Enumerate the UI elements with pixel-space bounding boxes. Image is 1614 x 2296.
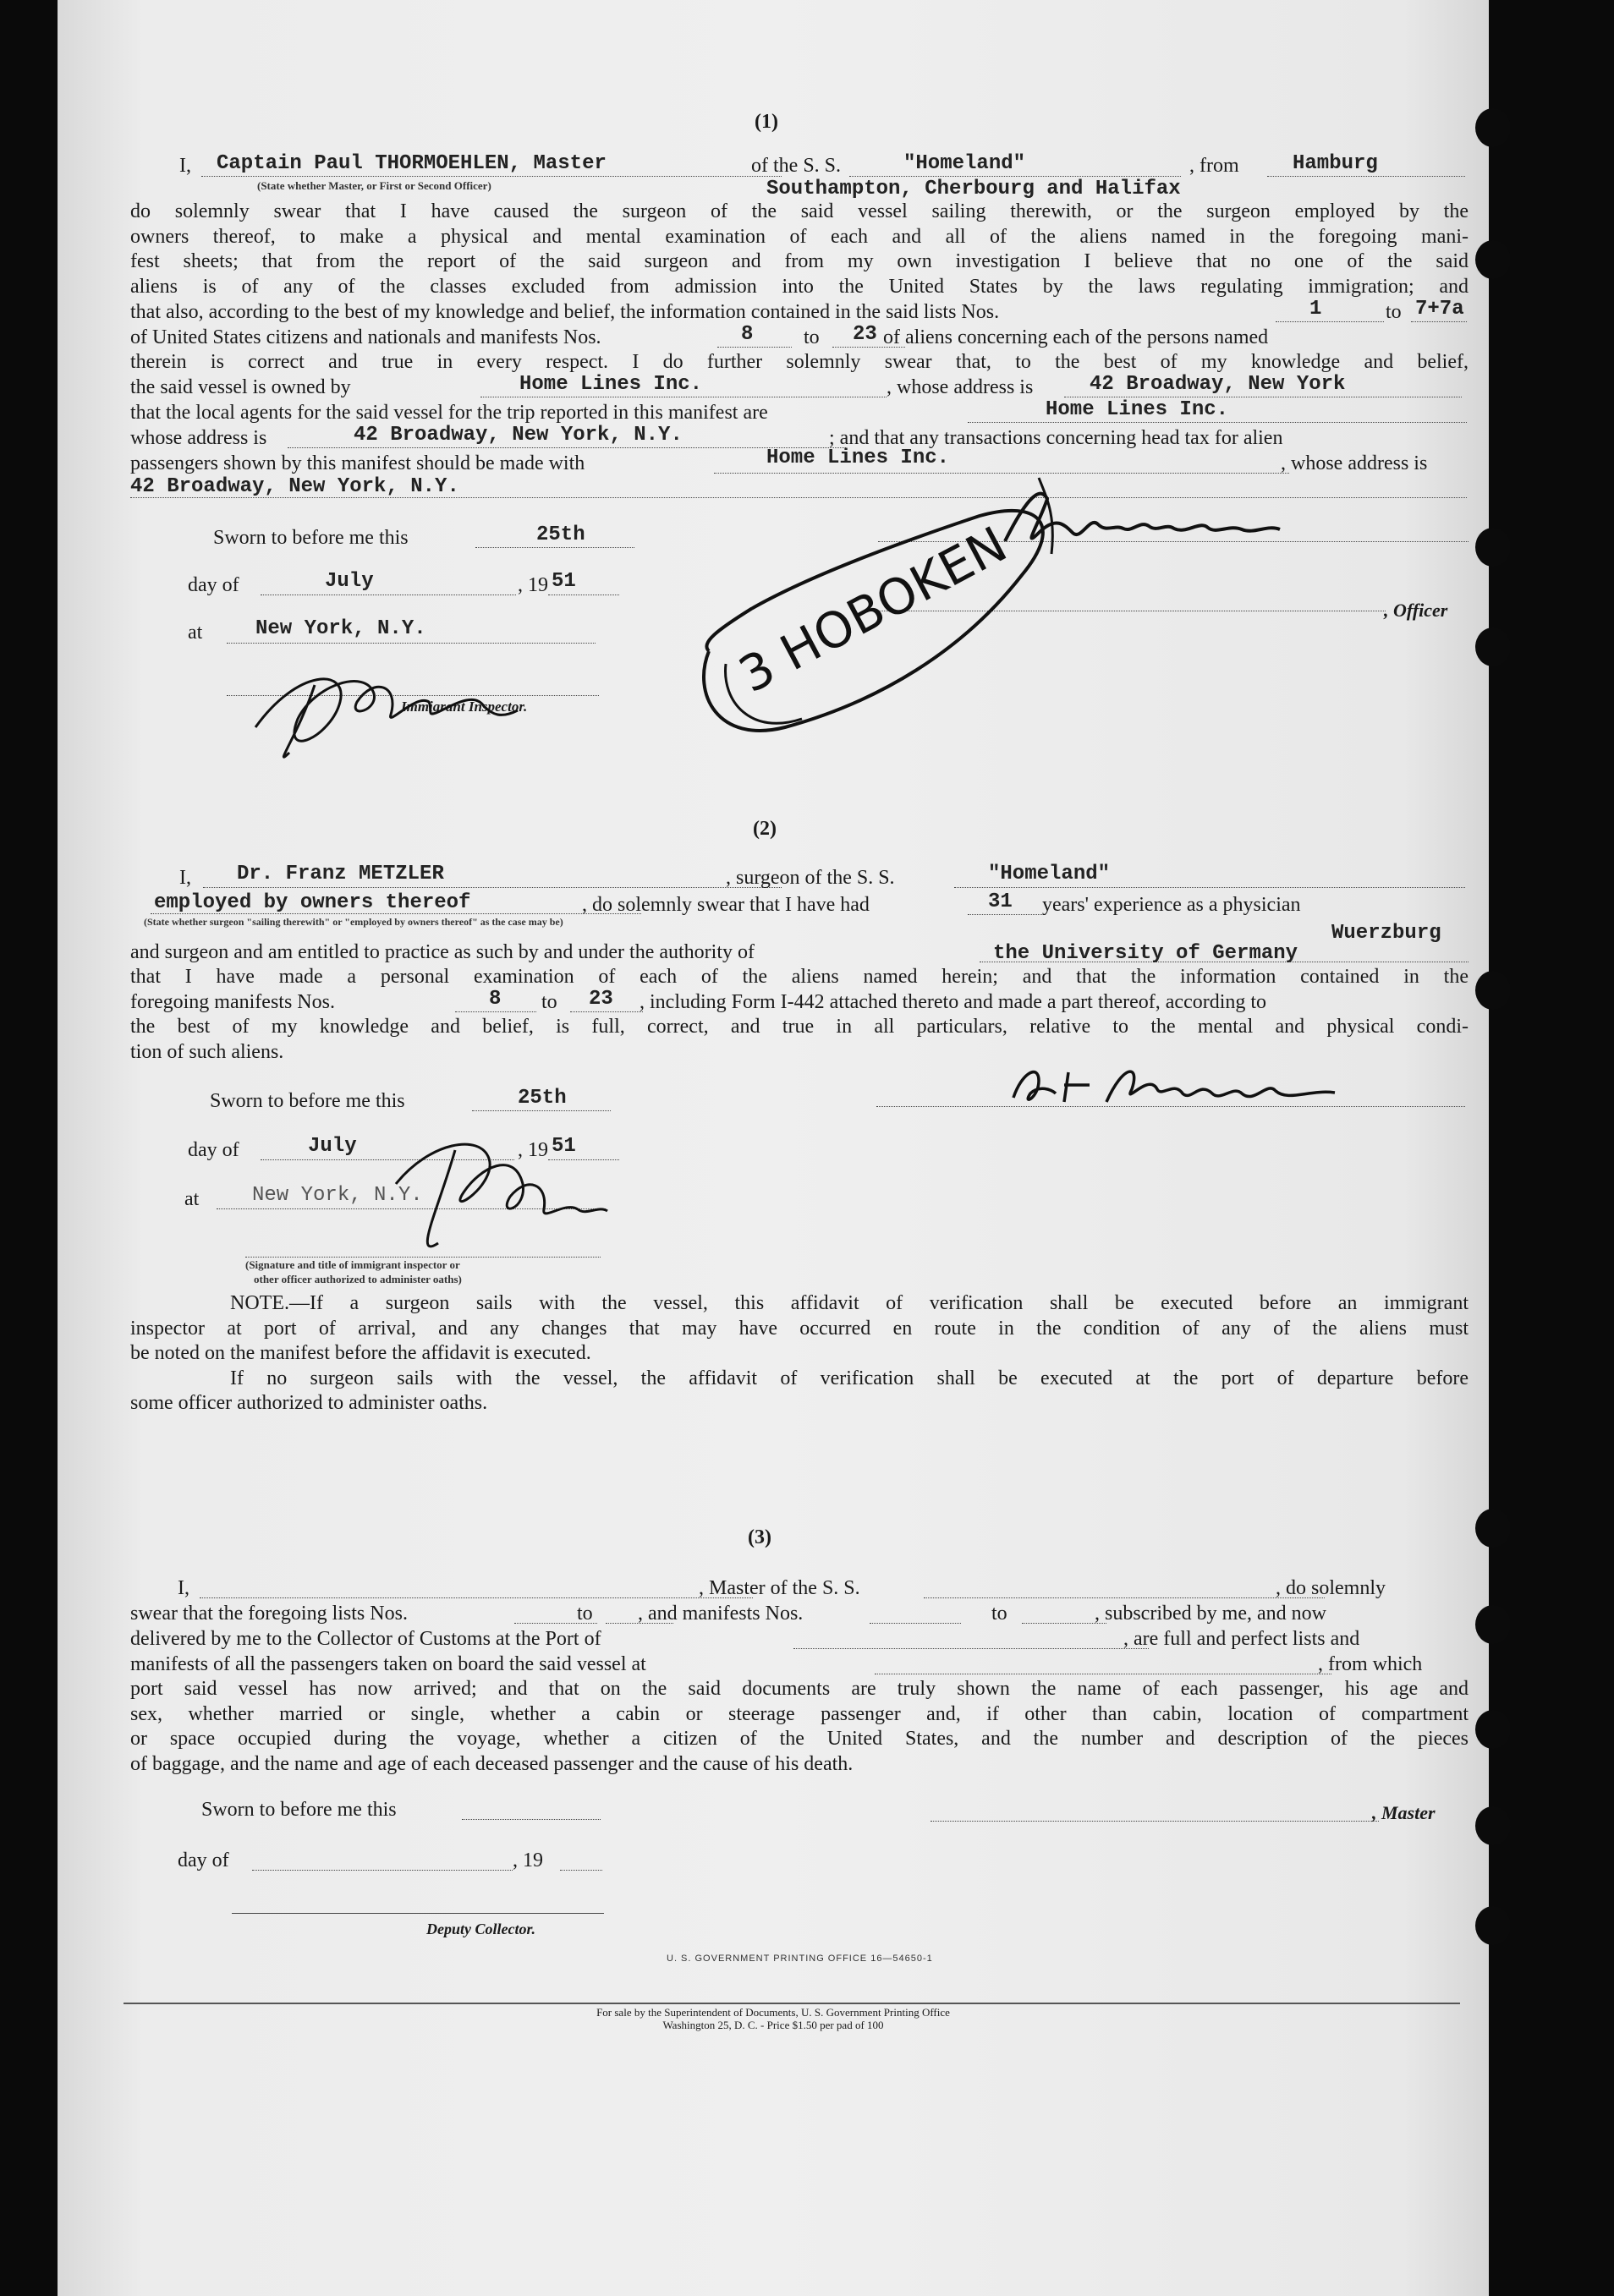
employment-caption: (State whether surgeon "sailing therewith" or "employed by owners thereof" as the case may be) [144,916,563,928]
s3-year-line [560,1870,602,1871]
sig-caption-2: other officer authorized to administer oaths) [254,1273,462,1285]
sale-line-2: Washington 25, D. C. - Price $1.50 per pad of 100 [662,2019,884,2031]
binder-hole [1475,1806,1511,1845]
month-1: July [325,570,374,593]
binder-hole [1475,108,1511,147]
lists-to-label: to [1386,301,1402,323]
lists-from-line [1276,321,1384,322]
binder-hole [1475,528,1511,567]
form-text: , including Form I-442 attached thereto and made a part thereof, according to [640,991,1267,1013]
manifests-to: 23 [853,323,877,346]
manifests-from: 8 [741,323,754,346]
section-2-number: (2) [753,818,777,840]
sale-line-1: For sale by the Superintendent of Documents, U. S. Government Printing Office [596,2006,950,2019]
s3-line1-b: , Master of the S. S. [699,1577,860,1599]
vessel-line [849,176,1181,177]
surgeon-vessel-line [954,887,1465,888]
s3-line3-a: delivered by me to the Collector of Customs at the Port of [130,1628,601,1650]
authority: the University of Germany [993,942,1298,965]
body-line: owners thereof, to make a physical and mental examination of each and all of the aliens named in the foregoing mani- [130,225,1469,248]
year-2: 51 [552,1135,576,1158]
sworn-label-2: Sworn to before me this [210,1090,405,1112]
deputy-caption: Deputy Collector. [426,1921,535,1937]
place-2: New York, N.Y. [252,1184,423,1207]
body-line: of baggage, and the name and age of each deceased passenger and the cause of his death. [130,1752,854,1775]
document-page [58,0,1489,2296]
place-1: New York, N.Y. [255,617,426,640]
s3-line2-e: , subscribed by me, and now [1095,1603,1326,1625]
employment: employed by owners thereof [154,891,471,914]
section-1-body-2 [130,350,1469,375]
agents-address: 42 Broadway, New York, N.Y. [354,424,683,447]
inspector-signature-2 [362,1116,633,1269]
year-1: 51 [552,570,576,593]
lists-to: 7+7a [1415,298,1464,321]
s3-master-line [200,1597,753,1598]
lists-text: that also, according to the best of my knowledge and belief, the information contained in the said lists Nos. [130,301,1000,323]
binder-hole [1475,971,1511,1010]
note-block [130,1291,1469,1417]
agents-text: that the local agents for the said vessel for the trip reported in this manifest are [130,402,768,424]
s3-sworn-label: Sworn to before me this [201,1799,397,1821]
agents: Home Lines Inc. [1046,398,1229,421]
section-2-intro: I, [179,867,191,889]
sworn-day-1: 25th [536,523,585,546]
binder-hole [1475,1509,1511,1548]
inspector-caption: Immigrant Inspector. [401,699,528,715]
body-line: aliens is of any of the classes excluded from admission into the United States by the laws regulating immigration; and [130,275,1469,298]
body-line: tion of such aliens. [130,1040,284,1063]
sworn-day-line-2 [472,1110,611,1111]
manifests-tail: of aliens concerning each of the persons named [883,326,1269,348]
owner-address: 42 Broadway, New York [1090,373,1346,396]
body-line: fest sheets; that from the report of the said surgeon and from my own investigation I believe that no one of the said [130,250,1469,272]
ports-line: Southampton, Cherbourg and Halifax [766,178,1181,200]
years: 31 [988,890,1013,913]
s3-line2-b: to [577,1603,593,1625]
note-line: NOTE.—If a surgeon sails with the vessel, this affidavit of verification shall be executed before an immigrant [230,1292,1469,1314]
note-line: inspector at port of arrival, and any changes that may have occurred en route in the condition of any of the aliens must [130,1317,1469,1340]
swear-text: , do solemnly swear that I have had [582,894,870,916]
s3-line3-b: , are full and perfect lists and [1123,1628,1360,1650]
agents-tail: ; and that any transactions concerning head tax for alien [829,427,1283,449]
from-port-line [1267,176,1465,177]
surgeon-of-label: , surgeon of the S. S. [726,867,895,889]
owner-address-label: , whose address is [887,376,1034,398]
headtax-with: Home Lines Inc. [766,447,950,469]
hoboken-stamp [641,482,1081,770]
gpo-line: U. S. GOVERNMENT PRINTING OFFICE 16—54650-1 [667,1954,933,1964]
year-prefix-2: , 19 [518,1139,548,1161]
sworn-day-2: 25th [518,1087,567,1110]
body-line: sex, whether married or single, whether a cabin or steerage passenger and, if other than cabin, location of compartment [130,1702,1469,1725]
owned-by-text: the said vessel is owned by [130,376,351,398]
section-2-body [130,965,1469,990]
sig-caption-1: (Signature and title of immigrant inspector or [245,1258,460,1271]
year-prefix-1: , 19 [518,574,548,596]
agents-address-label: whose address is [130,427,267,449]
note-line: some officer authorized to administer oaths. [130,1392,488,1414]
headtax-text: passengers shown by this manifest should be made with [130,452,585,474]
authority-text: and surgeon and am entitled to practice as such by and under the authority of [130,941,755,963]
s3-manifests-to-line [1022,1623,1106,1624]
lists-to-line [1411,321,1467,322]
deputy-line [232,1913,604,1914]
vessel-name: "Homeland" [903,152,1026,175]
years-text: years' experience as a physician [1042,894,1301,916]
day-of-label-1: day of [188,574,239,596]
s3-vessel-line [924,1597,1325,1598]
body-line: that I have made a personal examination of each of the aliens named herein; and that the information contained in the [130,966,1469,988]
stamp-text: 3 HOBOKEN [729,515,1017,704]
section-3-number: (3) [748,1526,771,1548]
authority-city: Wuerzburg [1331,922,1441,945]
binder-hole [1475,1710,1511,1749]
manifests-to-label-2: to [541,991,557,1013]
note-line: If no surgeon sails with the vessel, the affidavit of verification shall be executed at the port of departure before [230,1367,1469,1389]
s3-port-line [793,1648,1149,1649]
years-line [968,914,1046,915]
manifests-from-line-2 [455,1011,536,1012]
section-3-body [130,1677,1469,1777]
master-name-line [201,176,782,177]
headtax-address-label: , whose address is [1281,452,1428,474]
surgeon-name: Dr. Franz METZLER [237,863,444,885]
s3-line1-c: , do solemnly [1276,1577,1386,1599]
from-port: Hamburg [1293,152,1378,175]
binder-hole [1475,627,1511,666]
section-1-intro: I, [179,155,191,177]
surgeon-name-line [203,887,782,888]
agents-address-line [288,447,846,448]
headtax-address: 42 Broadway, New York, N.Y. [130,475,459,498]
master-caption: (State whether Master, or First or Second Officer) [257,179,491,192]
from-label: , from [1189,155,1239,177]
footer-rule [124,2003,1460,2004]
s3-sworn-day-line [462,1819,601,1820]
s3-month-line [252,1870,513,1871]
master-name: Captain Paul THORMOEHLEN, Master [217,152,607,175]
section-1-number: (1) [755,111,778,133]
s3-manifests-from-line [870,1623,961,1624]
sworn-day-line-1 [475,547,634,548]
at-label-2: at [184,1188,200,1210]
sworn-label-1: Sworn to before me this [213,527,409,549]
manifests-text: of United States citizens and nationals and manifests Nos. [130,326,601,348]
body-line: port said vessel has now arrived; and that on the said documents are truly shown the name of each passenger, his age and [130,1678,1469,1700]
agents-line [968,422,1467,423]
day-of-label-2: day of [188,1139,239,1161]
s3-master-sig-line [931,1821,1379,1822]
month-2: July [308,1135,357,1158]
manifests-from-2: 8 [489,988,502,1011]
s3-line1-a: I, [178,1577,189,1599]
manifests-to-label: to [804,326,820,348]
at-label-1: at [188,622,203,644]
s3-line2-d: to [991,1603,1007,1625]
s3-line4-a: manifests of all the passengers taken on board the said vessel at [130,1653,646,1675]
note-line: be noted on the manifest before the affidavit is executed. [130,1342,591,1364]
surgeon-signature [1005,1055,1445,1115]
s3-line2-a: swear that the foregoing lists Nos. [130,1603,408,1625]
binder-hole [1475,1605,1511,1644]
manifests-to-2: 23 [589,988,613,1011]
manifests-from-line [717,347,792,348]
manifests-text-2: foregoing manifests Nos. [130,991,335,1013]
section-1-body [130,200,1469,299]
manifests-to-line-2 [570,1011,643,1012]
binder-hole [1475,1906,1511,1945]
inspector-signature-1 [222,634,577,770]
body-line: therein is correct and true in every respect. I do further solemnly swear that, to the best of my knowledge and belief, [130,351,1469,373]
lists-from: 1 [1309,298,1322,321]
body-line: or space occupied during the voyage, whether a citizen of the United States, and the number and description of the pieces [130,1728,1469,1750]
s3-master-caption: , Master [1372,1802,1436,1823]
of-ss-label: of the S. S. [751,155,842,177]
body-line: do solemnly swear that I have caused the surgeon of the said vessel sailing therewith, or the surgeon employed by the [130,200,1469,222]
s3-year-prefix: , 19 [513,1849,543,1871]
body-line: the best of my knowledge and belief, is full, correct, and true in all particulars, relative to the mental and physical condi- [130,1016,1469,1038]
owner: Home Lines Inc. [519,373,703,396]
binder-hole [1475,240,1511,279]
s3-line4-b: , from which [1318,1653,1423,1675]
s3-line2-c: , and manifests Nos. [638,1603,804,1625]
surgeon-vessel: "Homeland" [988,863,1111,885]
officer-caption: , Officer [1384,600,1448,621]
s3-day-of-label: day of [178,1849,229,1871]
